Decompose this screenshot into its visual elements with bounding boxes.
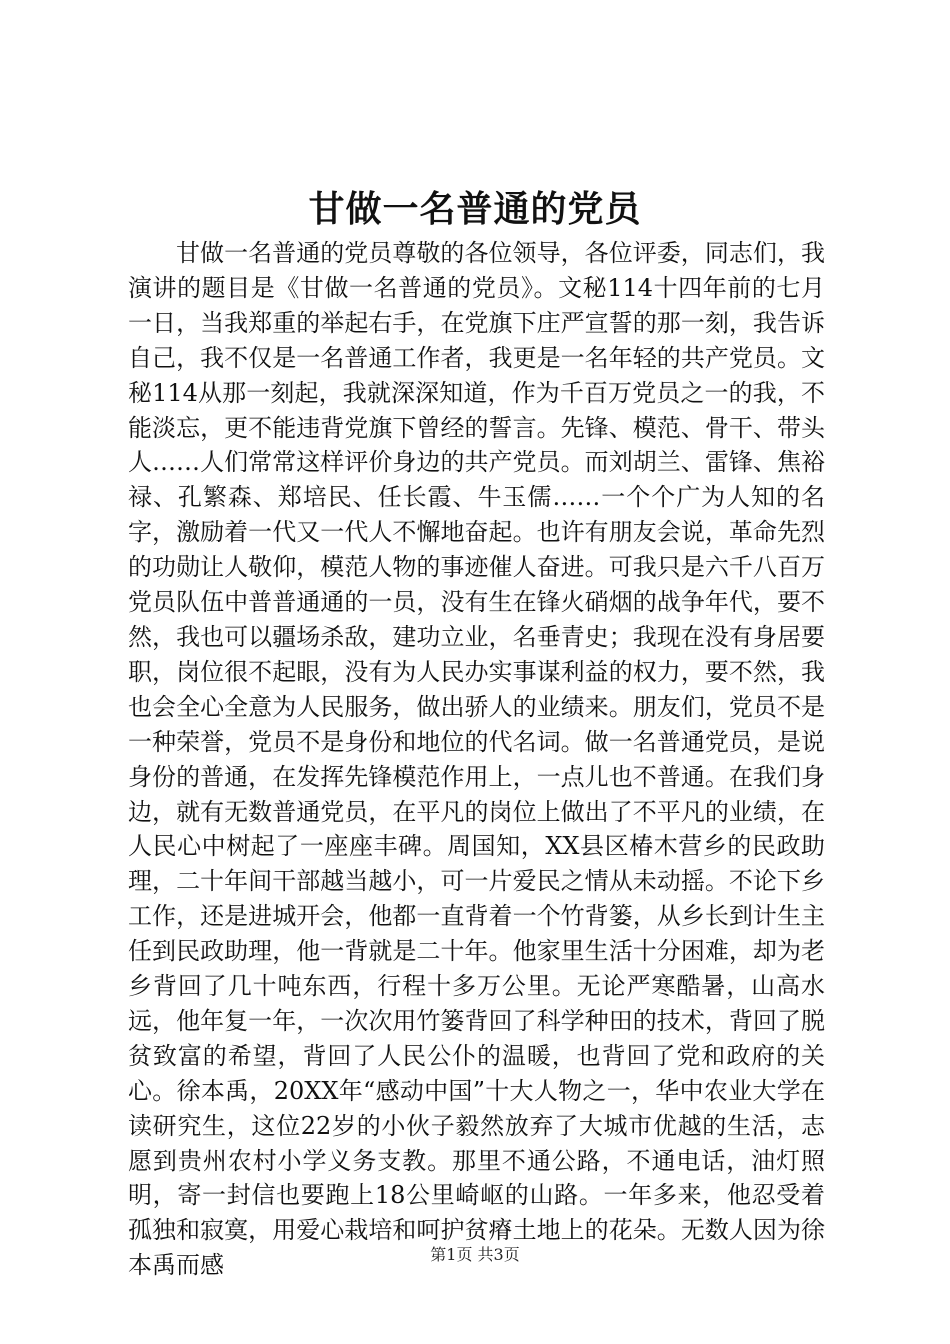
document-body-paragraph: 甘做一名普通的党员尊敬的各位领导，各位评委，同志们，我演讲的题目是《甘做一名普通的党员》。文秘114十四年前的七月一日，当我郑重的举起右手，在党旗下庄严宣誓的那一刻，我告诉自己，我不仅是一名普通工作者，我更是一名年轻的共产党员。文秘114从那一刻起，我就深深知道，作为千百万党员之一的我，不能淡忘，更不能违背党旗下曾经的誓言。先锋、模范、骨干、带头人……人们常常这样评价身边的共产党员。而刘胡兰、雷锋、焦裕禄、孔繁森、郑培民、任长霞、牛玉儒……一个个广为人知的名字，激励着一代又一代人不懈地奋起。也许有朋友会说，革命先烈的功勋让人敬仰，模范人物的事迹催人奋进。可我只是六千八百万党员队伍中普普通通的一员，没有生在锋火硝烟的战争年代，要不然，我也可以疆场杀敌，建功立业，名垂青史；我现在没有身居要职，岗位很不起眼，没有为人民办实事谋利益的权力，要不然，我也会全心全意为人民服务，做出骄人的业绩来。朋友们，党员不是一种荣誉，党员不是身份和地位的代名词。做一名普通党员，是说身份的普通，在发挥先锋模范作用上，一点儿也不普通。在我们身边，就有无数普通党员，在平凡的岗位上做出了不平凡的业绩，在人民心中树起了一座座丰碑。周国知，XX县区椿木营乡的民政助理，二十年间干部越当越小，可一片爱民之情从未动摇。不论下乡工作，还是进城开会，他都一直背着一个竹背篓，从乡长到计生主任到民政助理，他一背就是二十年。他家里生活十分困难，却为老乡背回了几十吨东西，行程十多万公里。无论严寒酷暑，山高水远，他年复一年，一次次用竹篓背回了科学种田的技术，背回了脱贫致富的希望，背回了人民公仆的温暖，也背回了党和政府的关心。徐本禹，20XX年“感动中国”十大人物之一，华中农业大学在读研究生，这位22岁的小伙子毅然放弃了大城市优越的生活，志愿到贵州农村小学义务支教。那里不通公路，不通电话，油灯照明，寄一封信也要跑上18公里崎岖的山路。一年多来，他忍受着孤独和寂寞，用爱心栽培和呵护贫瘠土地上的花朵。无数人因为徐本禹而感 [128, 239, 825, 1280]
page-number-footer: 第1页 共3页 [430, 1245, 520, 1264]
document-title: 甘做一名普通的党员 [308, 188, 642, 230]
